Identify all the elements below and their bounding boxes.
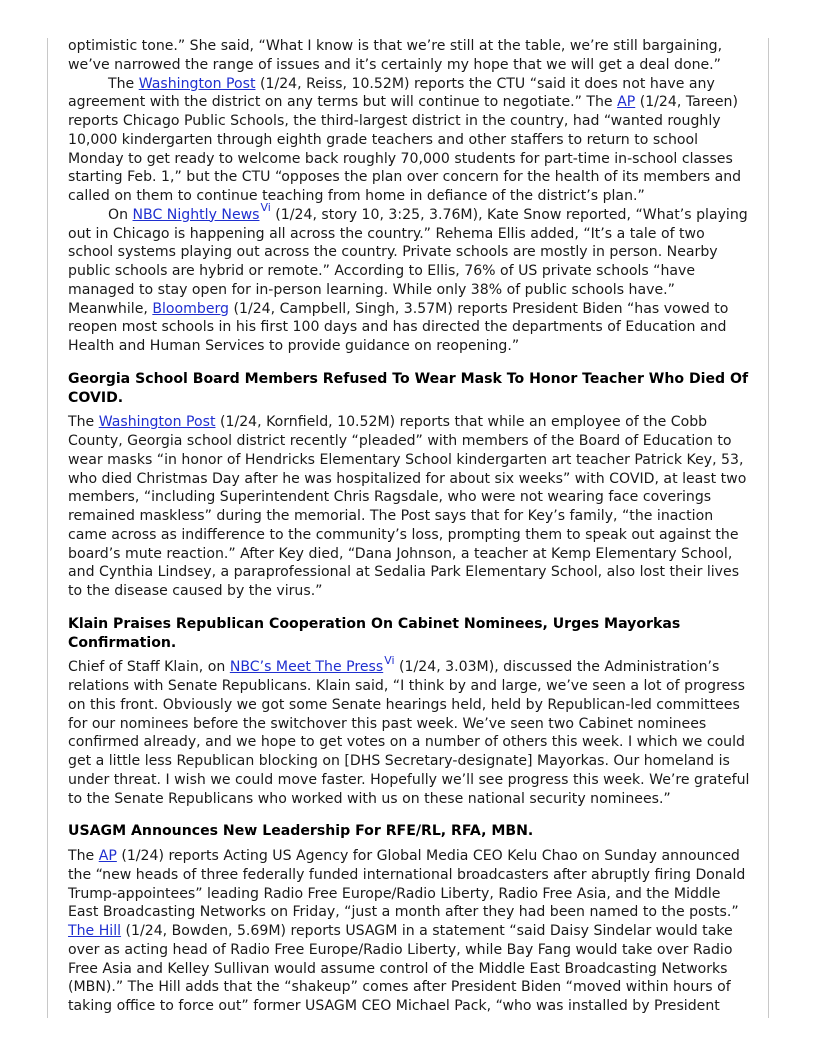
paragraph-text: The xyxy=(68,848,99,864)
page-border-right xyxy=(768,38,769,1018)
paragraph xyxy=(68,847,752,1016)
source-link-the-hill[interactable]: The Hill xyxy=(68,923,122,939)
paragraph-text: (1/24, Reiss, 10.52M) reports the CTU “said it does not have any agreement with the district on any terms but will continue to negotiate.” The xyxy=(68,75,715,111)
article-heading: Georgia School Board Members Refused To Wear Mask To Honor Teacher Who Died Of COVID. xyxy=(68,370,749,406)
paragraph-text: (1/24, Tareen) reports Chicago Public Schools, the third-largest district in the country, had “wanted roughly 10,000 kindergarten through eighth grade teachers and other staffers to return to school Monday to get ready to welcome back roughly 70,000 students for part-time in-school classes starting Feb. 1,” but the CTU “opposes the plan over concern for the health of its members and called on them to continue teaching from home in defiance of the district’s plan.” xyxy=(68,94,742,204)
page-border-left xyxy=(47,38,48,1018)
source-link-nbc-nightly-news[interactable]: NBC Nightly News xyxy=(132,206,260,223)
paragraph-text: (1/24, Bowden, 5.69M) reports USAGM in a statement “said Daisy Sindelar would take over as acting head of Radio Free Europe/Radio Liberty, while Bay Fang would take over Radio Free Asia and Kelley Sullivan would assume control of the Middle East Broadcasting Networks (MBN).” The Hill adds that the “shakeup” comes after President Biden “moved within hours of taking office to force out” former USAGM CEO Michael Pack, “who was installed by President xyxy=(68,923,733,1014)
source-link-bloomberg[interactable]: Bloomberg xyxy=(152,300,229,317)
paragraph xyxy=(68,653,752,808)
video-marker[interactable]: Vi xyxy=(384,653,395,667)
source-link-washington-post[interactable]: Washington Post xyxy=(98,414,216,431)
paragraph xyxy=(68,201,752,356)
article-heading: USAGM Announces New Leadership For RFE/RL, RFA, MBN. xyxy=(68,823,534,840)
article-heading: Klain Praises Republican Cooperation On Cabinet Nominees, Urges Mayorkas Confirmation. xyxy=(68,615,681,651)
paragraph-text: The xyxy=(68,414,99,431)
paragraph-text: The xyxy=(108,75,139,92)
source-link-meet-the-press[interactable]: NBC’s Meet The Press xyxy=(229,659,384,676)
paragraph-text: Chief of Staff Klain, on xyxy=(68,659,230,676)
paragraph-text: On xyxy=(108,206,133,223)
paragraph-text: (1/24, story 10, 3:25, 3.76M), Kate Snow reported, “What’s playing out in Chicago is happening all across the country.” Rehema Ellis added, “It’s a tale of two school systems playing out across the country. Private schools are mostly in person. Nearby public schools are hybrid or remote.” According to Ellis, 76% of US private schools “have managed to stay open for in-person learning. While only 38% of public schools have.” Meanwhile, xyxy=(68,206,748,317)
video-marker[interactable]: Vi xyxy=(260,201,271,215)
paragraph xyxy=(68,37,752,75)
paragraph-text: (1/24, Kornfield, 10.52M) reports that while an employee of the Cobb County, Georgia school district recently “pleaded” with members of the Board of Education to wear masks “in honor of Hendricks Elementary School kindergarten art teacher Patrick Key, 53, who died Christmas Day after he was hospitalized for about six weeks” with COVID, at least two members, “including Superintendent Chris Ragsdale, who were not wearing face coverings remained maskless” during the memorial. The Post says that for Key’s family, “the inaction came across as indifference to the community’s loss, prompting them to speak out against the board’s mute reaction.” After Key died, “Dana Johnson, a teacher at Kemp Elementary School, and Cynthia Lindsey, a paraprofessional at Sedalia Park Elementary School, also lost their lives to the disease caused by the virus.” xyxy=(68,414,747,599)
paragraph-text: (1/24, 3.03M), discussed the Administration’s relations with Senate Republicans. Klain said, “I think by and large, we’ve seen a lot of progress on this front. Obviously we got some Senate hearings held, held by Republican-led committees for our nominees before the switchover this past week. We’ve seen two Cabinet nominees confirmed already, and we hope to get votes on a number of others this week. I which we could get a little less Republican blocking on [DHS Secretary-designate] Mayorkas. Our homeland is under threat. I wish we could move faster. Hopefully we’ll see progress this week. We’re grateful to the Senate Republicans who worked with us on these national security nominees.” xyxy=(68,659,750,807)
klain-section xyxy=(68,615,752,809)
usagm-section xyxy=(68,822,752,1016)
source-link-ap[interactable]: AP xyxy=(98,848,117,864)
source-link-ap[interactable]: AP xyxy=(617,94,636,111)
chicago-schools-section xyxy=(68,37,752,356)
paragraph-text: (1/24) reports Acting US Agency for Global Media CEO Kelu Chao on Sunday announced the “new heads of three federally funded international broadcasters after abruptly firing Donald Trump-appointees” leading Radio Free Europe/Radio Liberty, Radio Free Asia, and the Middle East Broadcasting Networks on Friday, “just a month after they had been named to the posts.” xyxy=(68,848,746,921)
paragraph-text: (1/24, Campbell, Singh, 3.57M) reports President Biden “has vowed to reopen most schools in his first 100 days and has directed the departments of Education and Health and Human Services to provide guidance on reopening.” xyxy=(68,300,729,354)
news-document xyxy=(68,37,752,1016)
paragraph-text: optimistic tone.” She said, “What I know is that we’re still at the table, we’re still bargaining, we’ve narrowed the range of issues and it’s certainly my hope that we will get a deal done.” xyxy=(68,38,723,73)
georgia-school-board-section xyxy=(68,370,752,601)
source-link-washington-post[interactable]: Washington Post xyxy=(138,75,256,92)
paragraph xyxy=(68,413,752,601)
paragraph xyxy=(68,75,752,206)
